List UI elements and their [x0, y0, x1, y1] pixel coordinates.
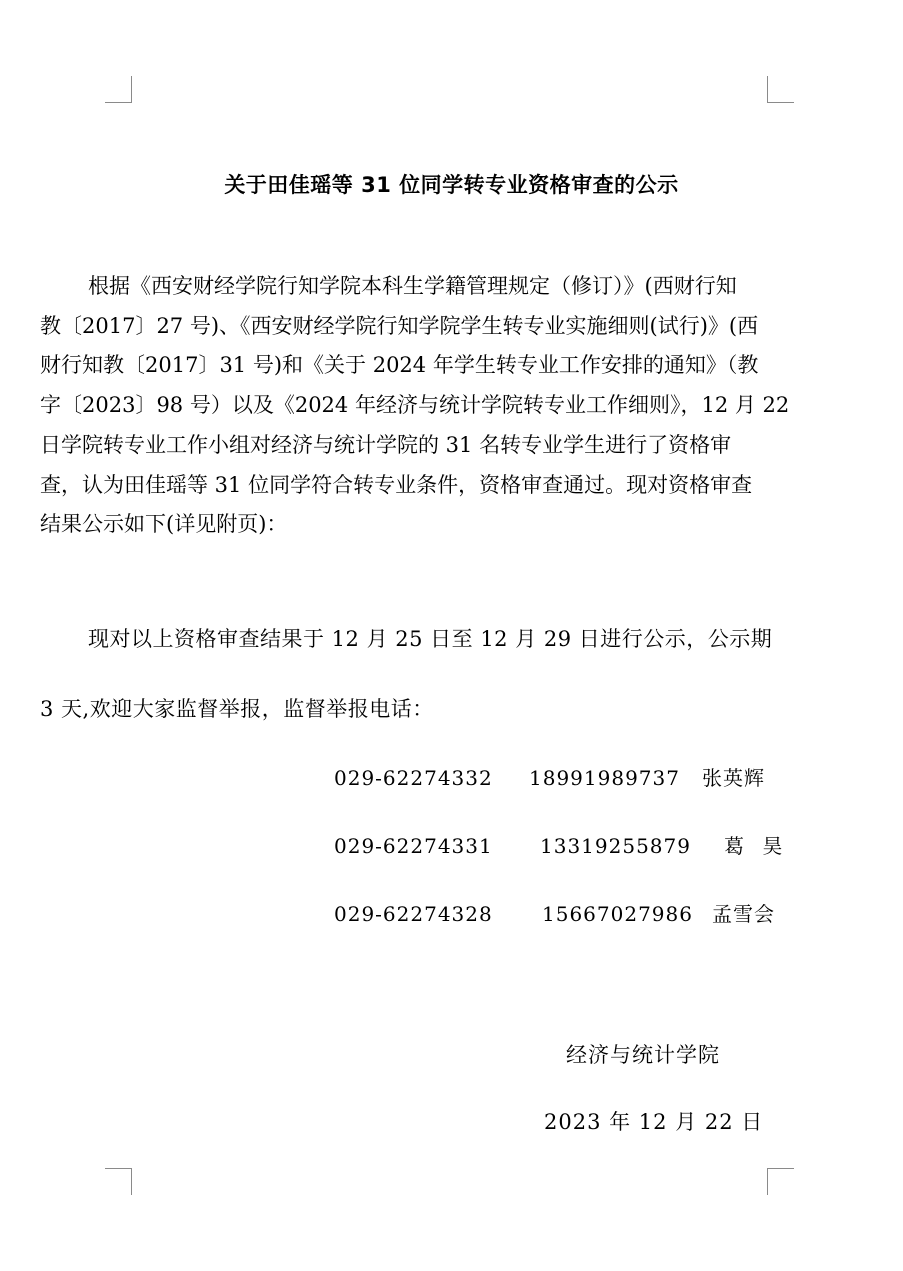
- body-line: 根据《西安财经学院行知学院本科生学籍管理规定（修订）》(西财行知: [88, 274, 737, 298]
- contact-mobile: 13319255879: [540, 834, 691, 858]
- body-paragraph: [40, 267, 860, 545]
- body-line: 财行知教〔2017〕31 号)和《关于 2024 年学生转专业工作安排的通知》（教: [40, 353, 759, 378]
- contact-landline: 029-62274331: [334, 834, 493, 858]
- contact-name: 张英辉: [702, 766, 765, 790]
- document-title: 关于田佳瑶等 31 位同学转专业资格审查的公示: [224, 173, 679, 197]
- contact-name: 孟雪会: [712, 902, 775, 926]
- crop-mark-top-left: [105, 76, 132, 103]
- crop-mark-bottom-left: [105, 1168, 132, 1195]
- notice-line-2: 3 天,欢迎大家监督举报，监督举报电话：: [40, 697, 434, 721]
- contact-mobile: 15667027986: [542, 902, 693, 926]
- contact-name: 葛 昊: [724, 834, 789, 858]
- body-line: 教〔2017〕27 号)、《西安财经学院行知学院学生转专业实施细则(试行)》(西: [40, 313, 759, 338]
- notice-line-1: 现对以上资格审查结果于 12 月 25 日至 12 月 29 日进行公示，公示期: [88, 627, 773, 651]
- contact-landline: 029-62274328: [334, 902, 493, 926]
- contact-landline: 029-62274332: [334, 766, 493, 790]
- body-line: 查，认为田佳瑶等 31 位同学符合转专业条件，资格审查通过。现对资格审查: [40, 472, 753, 497]
- contact-mobile: 18991989737: [529, 766, 680, 790]
- crop-mark-top-right: [767, 76, 794, 103]
- crop-mark-bottom-right: [767, 1168, 794, 1195]
- body-line: 字〔2023〕98 号）以及《2024 年经济与统计学院转专业工作细则》，12 月 22: [40, 393, 790, 418]
- signature-organization: 经济与统计学院: [566, 1043, 720, 1067]
- body-line: 结果公示如下(详见附页)：: [40, 512, 288, 537]
- body-line: 日学院转专业工作小组对经济与统计学院的 31 名转专业学生进行了资格审: [40, 432, 732, 457]
- signature-date: 2023 年 12 月 22 日: [544, 1110, 764, 1134]
